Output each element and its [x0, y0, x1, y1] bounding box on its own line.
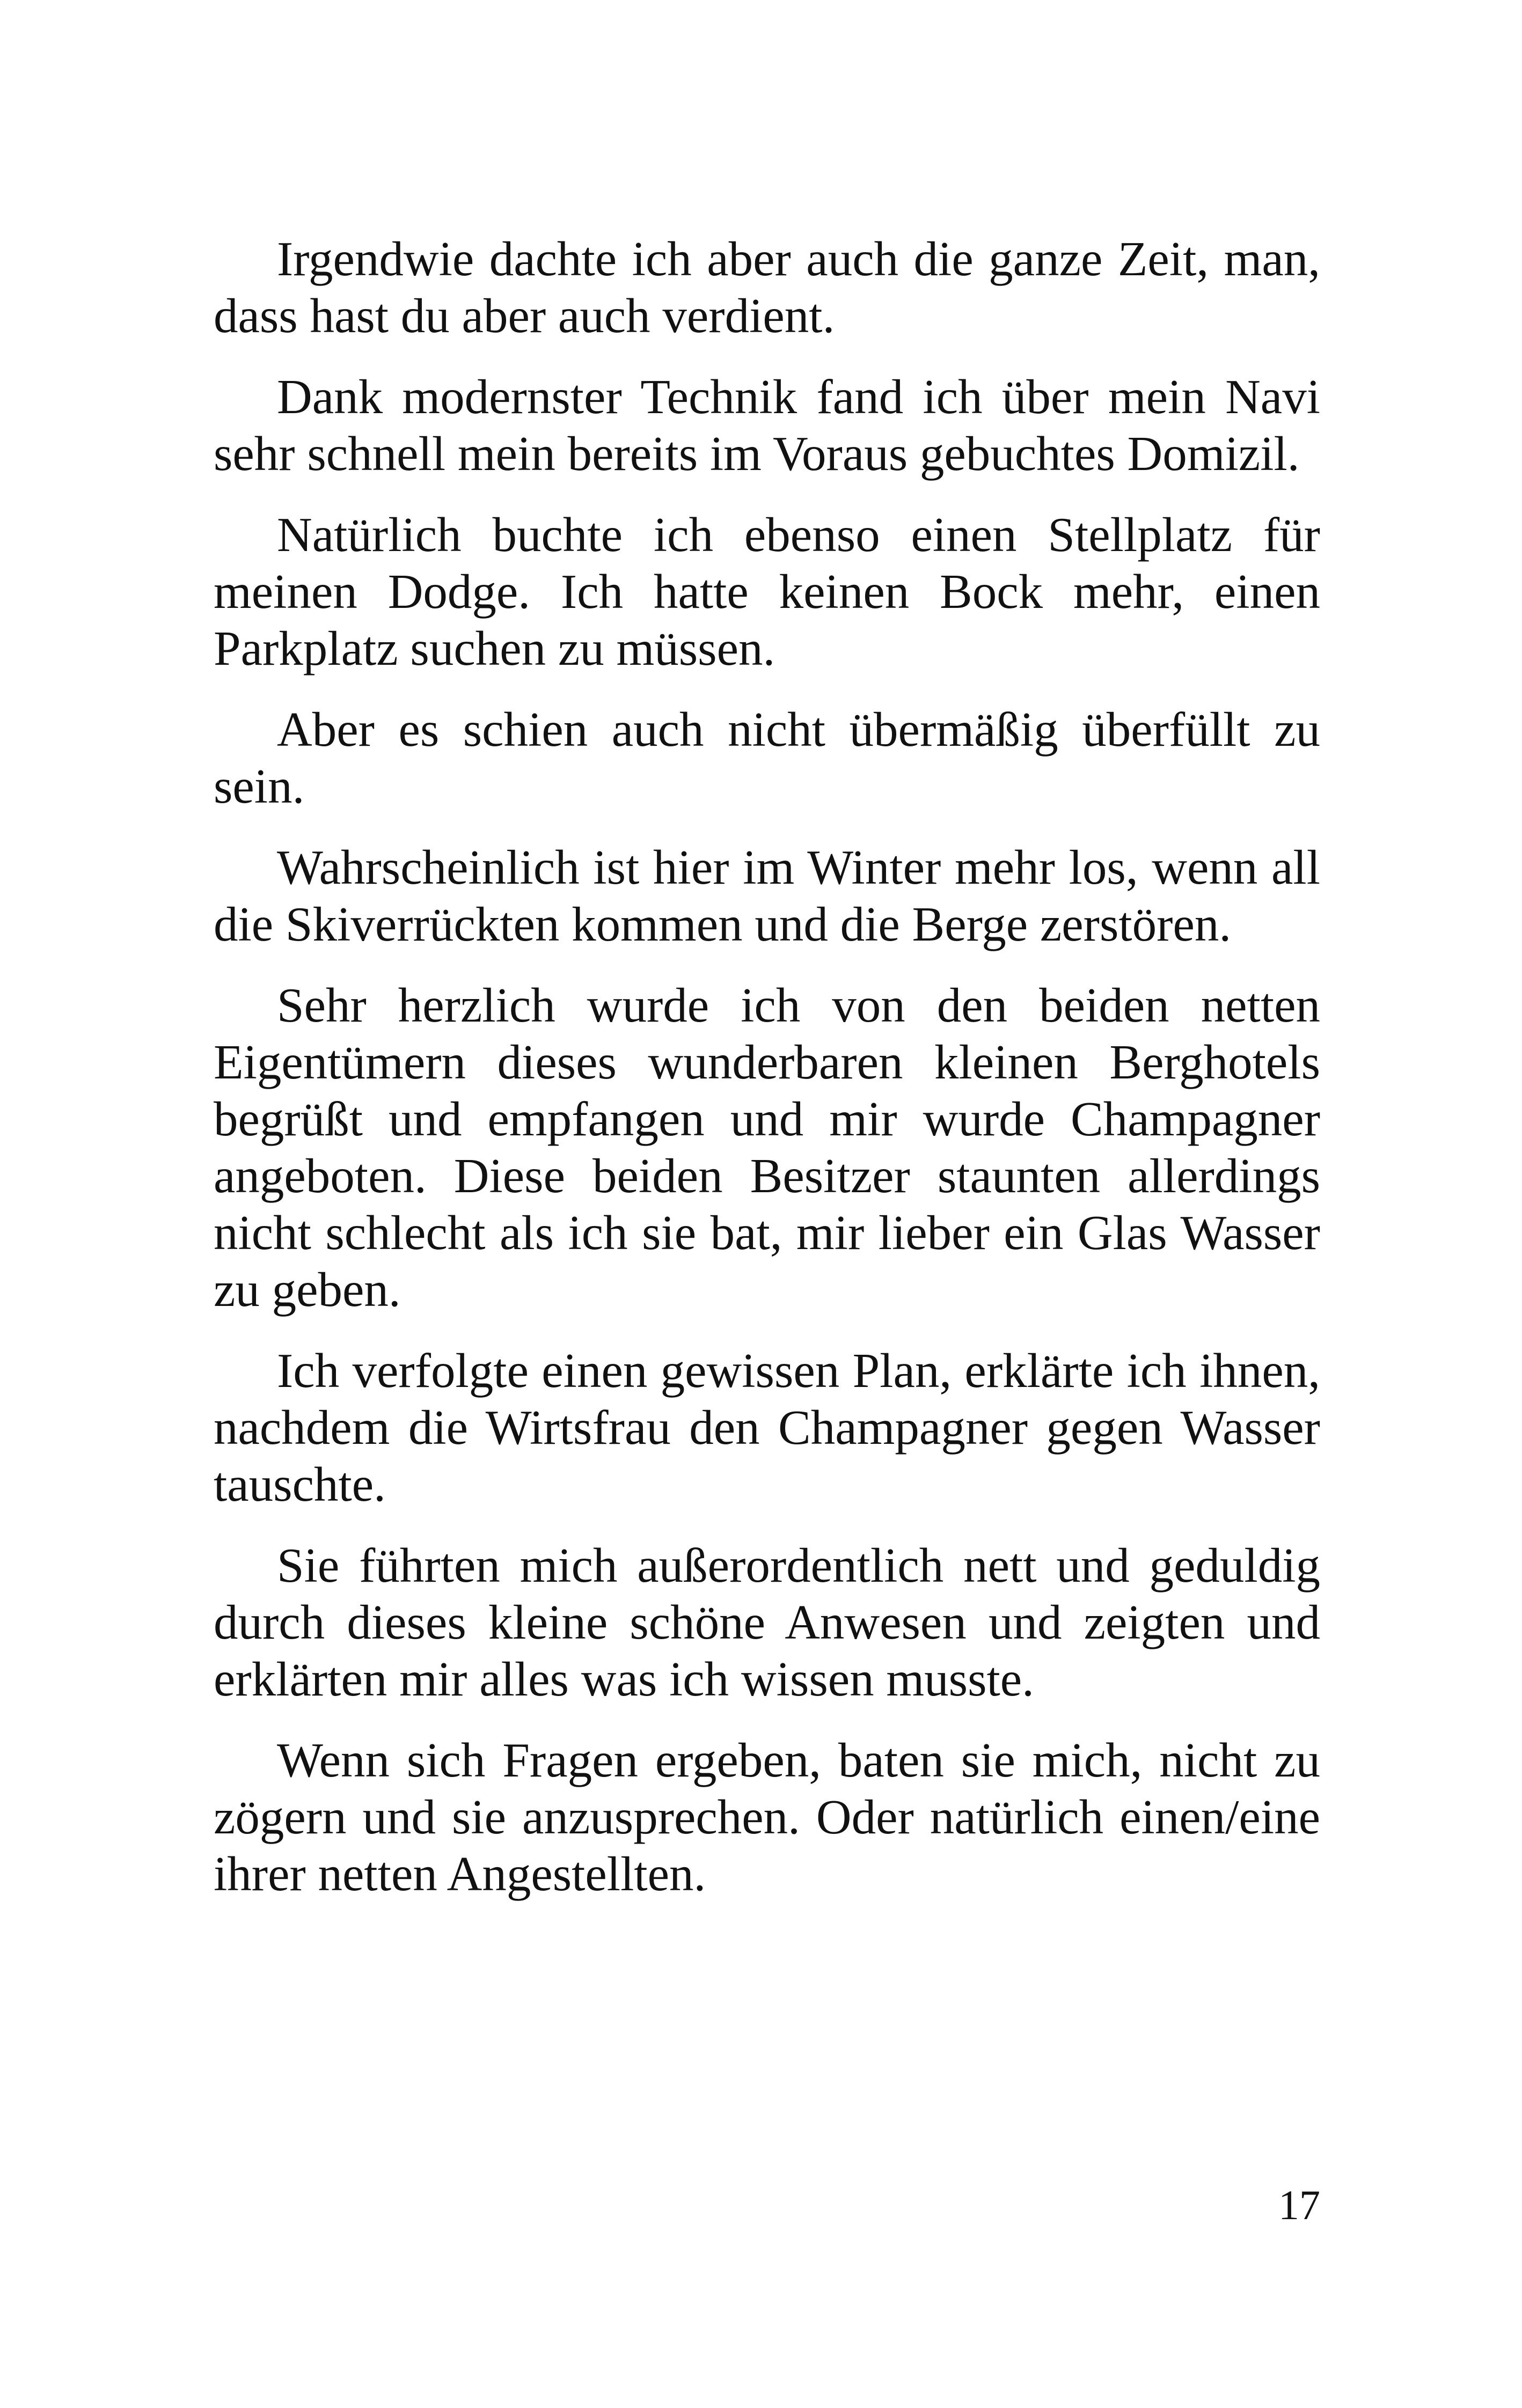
paragraph: Natürlich buchte ich ebenso einen Stellplatz für meinen Dodge. Ich hatte keinen Bock mehr, einen Parkplatz suchen zu müssen. — [214, 508, 1320, 676]
page-number: 17 — [1278, 2182, 1320, 2228]
paragraph: Ich verfolgte einen gewissen Plan, erklärte ich ihnen, nachdem die Wirtsfrau den Champagner gegen Wasser tauschte. — [214, 1344, 1320, 1511]
body-text — [214, 231, 1320, 1927]
paragraph: Aber es schien auch nicht übermäßig überfüllt zu sein. — [214, 702, 1320, 813]
paragraph: Dank modernster Technik fand ich über mein Navi sehr schnell mein bereits im Voraus gebuchtes Domizil. — [214, 370, 1320, 481]
paragraph: Sehr herzlich wurde ich von den beiden netten Eigentümern dieses wunderbaren kleinen Berghotels begrüßt und empfangen und mir wurde Champagner angeboten. Diese beiden Besitzer staunten allerdings nicht schlecht als ich sie bat, mir lieber ein Glas Wasser zu geben. — [214, 978, 1320, 1317]
paragraph: Wenn sich Fragen ergeben, baten sie mich, nicht zu zögern und sie anzusprechen. Oder natürlich einen/eine ihrer netten Angestellten. — [214, 1733, 1320, 1901]
paragraph: Sie führten mich außerordentlich nett und geduldig durch dieses kleine schöne Anwesen und zeigten und erklärten mir alles was ich wissen musste. — [214, 1538, 1320, 1706]
paragraph: Irgendwie dachte ich aber auch die ganze Zeit, man, dass hast du aber auch verdient. — [214, 232, 1320, 343]
paragraph: Wahrscheinlich ist hier im Winter mehr los, wenn all die Skiverrückten kommen und die Berge zerstören. — [214, 840, 1320, 951]
